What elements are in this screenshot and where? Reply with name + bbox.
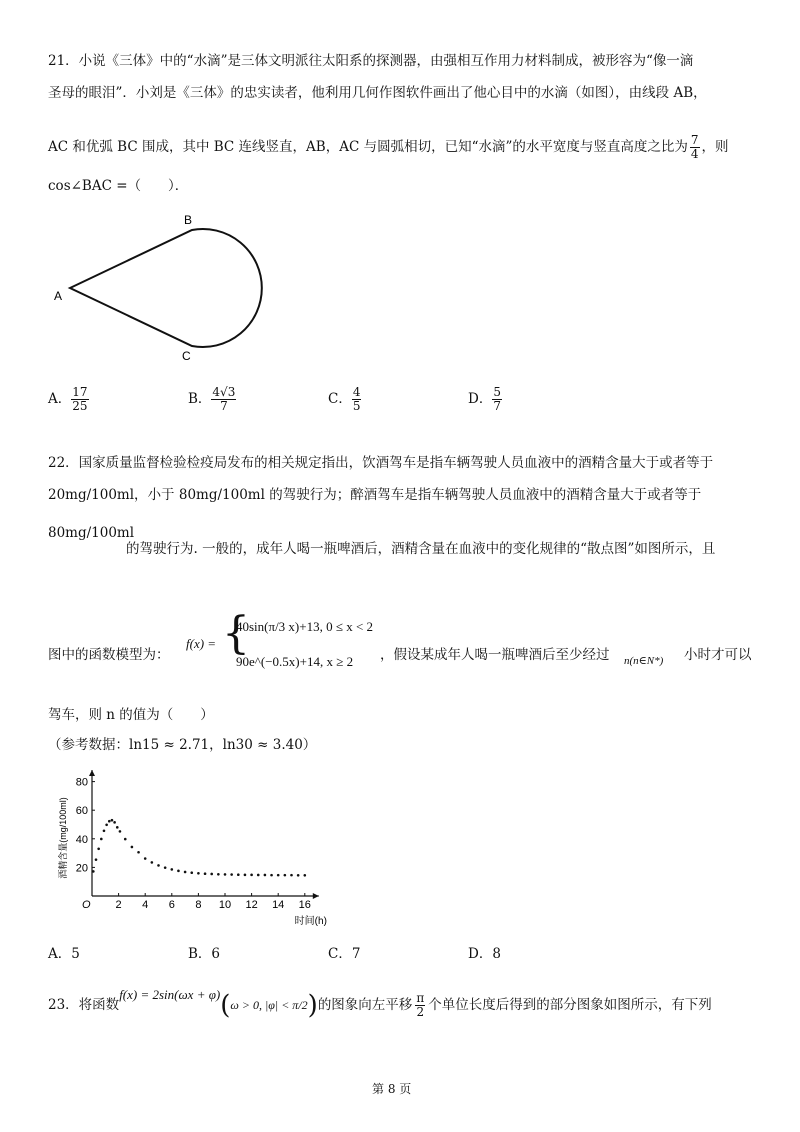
option-letter: C． [328, 391, 352, 407]
q21-line4: cos∠BAC =（ ）． [48, 178, 189, 194]
y-axis-label: 酒精含量(mg/100ml) [58, 797, 68, 879]
q23-prefix: 23．将函数 [48, 997, 120, 1013]
option-denominator: 5 [352, 399, 361, 413]
scatter-point [157, 864, 160, 867]
q22-option-b[interactable]: B．6 [188, 946, 221, 962]
y-axis-arrow [89, 770, 95, 776]
point-b-label: B [184, 213, 193, 227]
scatter-point [95, 858, 98, 861]
scatter-point [270, 874, 273, 877]
scatter-point [197, 872, 200, 875]
scatter-point [257, 874, 260, 877]
option-letter: B． [188, 391, 212, 407]
q23-mid: 的图象向左平移 [317, 997, 413, 1013]
q22-line5: 驾车，则 n 的值为（ ） [48, 707, 214, 723]
piecewise-case-2: 90e^(−0.5x)+14, x ≥ 2 [236, 654, 354, 669]
scatter-point [105, 823, 108, 826]
q21-line1: 21．小说《三体》中的“水滴”是三体文明派往太阳系的探测器，由强相互作用力材料制成，被形容为“像一滴 [48, 53, 694, 69]
option-fraction [352, 386, 362, 413]
x-tick-label: 12 [245, 899, 258, 911]
q21-option-a[interactable] [48, 386, 89, 413]
option-denominator: 7 [493, 399, 501, 413]
y-tick-label: 20 [75, 862, 88, 875]
scatter-point [92, 870, 95, 873]
x-tick-label: 4 [142, 899, 149, 911]
scatter-point [304, 874, 307, 877]
y-tick-label: 40 [75, 833, 88, 846]
q23-paren-open: ( [220, 990, 231, 1021]
q22-line3-value: 80mg/100ml [48, 525, 135, 541]
option-fraction [71, 386, 88, 413]
scatter-point [124, 838, 127, 841]
q22-line3-text: 的驾驶行为. 一般的，成年人喝一瓶啤酒后，酒精含量在血液中的变化规律的“散点图”如图所示，且 [126, 541, 716, 557]
q21-line3 [48, 134, 729, 161]
point-a-label: A [54, 289, 63, 303]
x-tick-label: 8 [195, 899, 202, 911]
scatter-point [244, 874, 247, 877]
option-fraction [211, 386, 236, 413]
q22-model-suffix: ，假设某成年人喝一瓶啤酒后至少经过 [380, 647, 610, 663]
q21-ratio-fraction [690, 134, 700, 161]
scatter-point [250, 874, 253, 877]
scatter-point [116, 826, 119, 829]
q22-fx [186, 636, 216, 652]
q21-option-c[interactable] [328, 386, 361, 413]
ratio-numerator: 7 [690, 133, 699, 147]
scatter-point [277, 874, 280, 877]
scatter-point [103, 829, 106, 832]
q21-option-b[interactable] [188, 386, 236, 413]
option-numerator: 5 [493, 385, 501, 399]
point-c-label: C [182, 349, 191, 363]
fx-label: f(x) = [186, 636, 217, 651]
alcohol-scatter-chart [56, 760, 356, 930]
q23-condition: ω > 0, |φ| < π/2 [230, 998, 308, 1012]
piecewise-brace: { [222, 608, 250, 659]
option-denominator: 25 [72, 399, 88, 413]
q22-option-c[interactable]: C．7 [328, 946, 361, 962]
scatter-point [177, 870, 180, 873]
x-tick-label: 10 [218, 899, 232, 911]
scatter-point [119, 830, 122, 833]
q21-line3-tail: ，则 [701, 139, 729, 155]
piecewise-case-1: 40sin(π/3 x)+13, 0 ≤ x < 2 [236, 619, 374, 634]
scatter-point [137, 851, 140, 854]
option-numerator: 4√3 [212, 385, 236, 399]
option-numerator: 4 [352, 385, 361, 399]
q22-reference-data: （参考数据：ln15 ≈ 2.71，ln30 ≈ 3.40） [48, 737, 317, 753]
y-tick-label: 80 [75, 776, 88, 789]
option-fraction [492, 386, 502, 413]
scatter-point [131, 846, 134, 849]
water-drop-outline [70, 229, 262, 347]
scatter-point [217, 873, 220, 876]
q22-model-tail: 小时才可以 [684, 647, 752, 663]
scatter-point [210, 873, 213, 876]
q22-line2 [48, 486, 701, 504]
scatter-point [290, 874, 293, 877]
scatter-point [190, 871, 193, 874]
chart-marks [92, 819, 306, 877]
q23-function: f(x) = 2sin(ωx + φ) [119, 987, 221, 1002]
x-tick-label: 6 [168, 899, 175, 911]
scatter-point [184, 871, 187, 874]
scatter-point [230, 873, 233, 876]
q22-line2-value: 20mg/100ml， [48, 487, 148, 503]
scatter-point [97, 848, 100, 851]
q22-line1: 22．国家质量监督检验检疫局发布的相关规定指出，饮酒驾车是指车辆驾驶人员血液中的酒精含量大于或者等于 [48, 455, 714, 471]
q21-line2: 圣母的眼泪”．小刘是《三体》的忠实读者，他利用几何作图软件画出了他心目中的水滴（如图），由线段 AB， [48, 85, 707, 101]
q23-paren-close: ) [307, 990, 318, 1021]
scatter-point [224, 873, 227, 876]
ratio-denominator: 4 [690, 147, 699, 161]
scatter-point [284, 874, 287, 877]
scatter-point [237, 873, 240, 876]
q22-n-expr: n(n∈N*) [624, 655, 664, 667]
x-tick-label: 2 [115, 899, 122, 911]
page-number: 第 8 页 [372, 1082, 412, 1096]
scatter-point [297, 874, 300, 877]
shift-denominator: 2 [416, 1005, 425, 1019]
scatter-point [264, 874, 267, 877]
q23-line1 [48, 987, 712, 1021]
option-letter: D． [468, 391, 493, 407]
q21-line3-text: AC 和优弧 BC 围成，其中 BC 连线竖直，AB，AC 与圆弧相切，已知“水滴”的水平宽度与竖直高度之比为 [48, 139, 688, 155]
scatter-point [151, 861, 154, 864]
scatter-point [108, 820, 111, 823]
scatter-point [113, 821, 116, 824]
scatter-point [144, 857, 147, 860]
q22-option-a[interactable]: A．5 [48, 946, 80, 962]
x-axis-arrow [313, 893, 319, 899]
q22-model-prefix: 图中的函数模型为： [48, 647, 170, 663]
x-axis-label: 时间(h) [294, 916, 327, 927]
x-tick-label: 14 [272, 899, 285, 911]
water-drop-figure [50, 208, 310, 368]
scatter-point [100, 838, 103, 841]
q23-shift-fraction [415, 992, 425, 1019]
q23-tail: 个单位长度后得到的部分图象如图所示，有下列 [428, 997, 712, 1013]
x-tick-label: 16 [298, 899, 311, 911]
q22-option-d[interactable]: D．8 [468, 946, 501, 962]
scatter-point [164, 866, 167, 869]
scatter-point [204, 872, 207, 875]
option-letter: A． [48, 391, 72, 407]
option-denominator: 7 [220, 399, 228, 413]
option-numerator: 17 [72, 385, 88, 399]
y-tick-label: 60 [75, 805, 88, 818]
origin-label: O [82, 899, 91, 911]
scatter-point [171, 868, 174, 871]
q22-line2-text: 小于 80mg/100ml 的驾驶行为；醉酒驾车是指车辆驾驶人员血液中的酒精含量大于或者等于 [147, 487, 702, 503]
q21-option-d[interactable] [468, 386, 502, 413]
scatter-point [111, 819, 114, 822]
shift-numerator: π [416, 991, 425, 1005]
